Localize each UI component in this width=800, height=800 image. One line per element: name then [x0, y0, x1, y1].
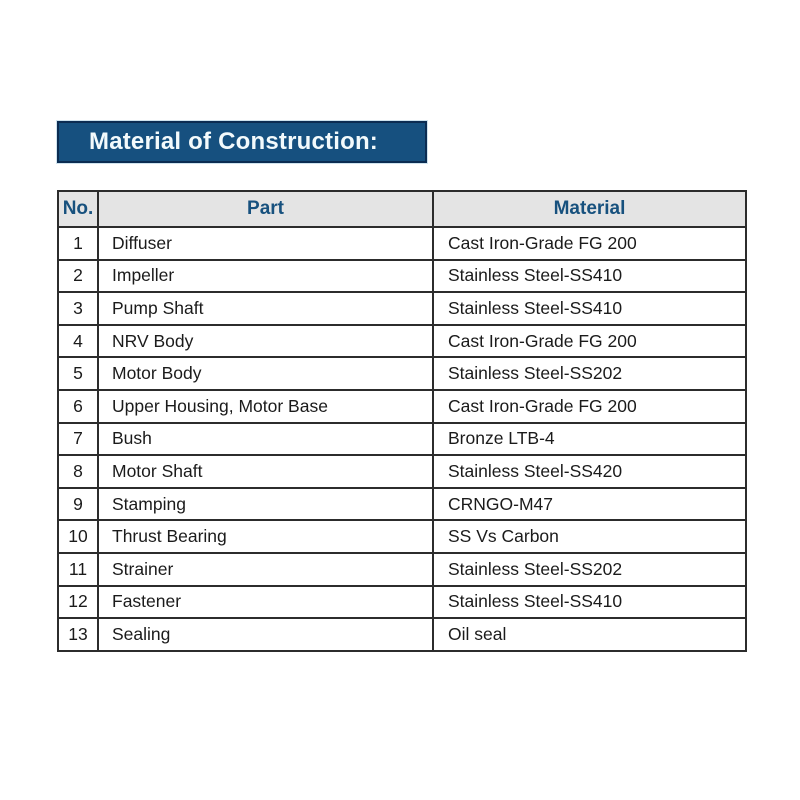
cell-part: Strainer: [98, 553, 433, 586]
title-banner: [57, 121, 427, 163]
table-row: [58, 553, 746, 586]
cell-part: Bush: [98, 423, 433, 456]
table-row: [58, 357, 746, 390]
table-row: [58, 520, 746, 553]
cell-no: 3: [58, 292, 98, 325]
cell-no: 10: [58, 520, 98, 553]
cell-material: Cast Iron-Grade FG 200: [433, 325, 746, 358]
cell-material: Stainless Steel-SS202: [433, 357, 746, 390]
cell-part: Motor Body: [98, 357, 433, 390]
table-body: [58, 227, 746, 651]
column-header-material: Material: [433, 191, 746, 227]
table-row: [58, 292, 746, 325]
cell-no: 5: [58, 357, 98, 390]
cell-no: 13: [58, 618, 98, 651]
cell-material: Bronze LTB-4: [433, 423, 746, 456]
cell-no: 9: [58, 488, 98, 521]
cell-material: CRNGO-M47: [433, 488, 746, 521]
table-row: [58, 227, 746, 260]
column-header-part: Part: [98, 191, 433, 227]
cell-no: 2: [58, 260, 98, 293]
cell-part: Motor Shaft: [98, 455, 433, 488]
cell-no: 4: [58, 325, 98, 358]
column-header-no: No.: [58, 191, 98, 227]
cell-part: Thrust Bearing: [98, 520, 433, 553]
table-row: [58, 325, 746, 358]
cell-material: SS Vs Carbon: [433, 520, 746, 553]
cell-material: Stainless Steel-SS202: [433, 553, 746, 586]
cell-part: Impeller: [98, 260, 433, 293]
material-of-construction-table: [57, 190, 747, 652]
cell-no: 12: [58, 586, 98, 619]
table-row: [58, 423, 746, 456]
cell-material: Stainless Steel-SS410: [433, 260, 746, 293]
table-row: [58, 390, 746, 423]
cell-part: Upper Housing, Motor Base: [98, 390, 433, 423]
table-row: [58, 488, 746, 521]
cell-material: Stainless Steel-SS420: [433, 455, 746, 488]
cell-material: Stainless Steel-SS410: [433, 292, 746, 325]
cell-part: NRV Body: [98, 325, 433, 358]
cell-material: Stainless Steel-SS410: [433, 586, 746, 619]
cell-part: Stamping: [98, 488, 433, 521]
cell-material: Cast Iron-Grade FG 200: [433, 390, 746, 423]
table-row: [58, 586, 746, 619]
cell-no: 6: [58, 390, 98, 423]
cell-no: 1: [58, 227, 98, 260]
table-row: [58, 260, 746, 293]
cell-part: Pump Shaft: [98, 292, 433, 325]
cell-part: Sealing: [98, 618, 433, 651]
table-header: [58, 191, 746, 227]
cell-material: Oil seal: [433, 618, 746, 651]
table-header-row: [58, 191, 746, 227]
cell-part: Fastener: [98, 586, 433, 619]
cell-part: Diffuser: [98, 227, 433, 260]
table-row: [58, 455, 746, 488]
cell-material: Cast Iron-Grade FG 200: [433, 227, 746, 260]
table-row: [58, 618, 746, 651]
cell-no: 8: [58, 455, 98, 488]
cell-no: 11: [58, 553, 98, 586]
page-title: Material of Construction:: [89, 128, 379, 155]
cell-no: 7: [58, 423, 98, 456]
